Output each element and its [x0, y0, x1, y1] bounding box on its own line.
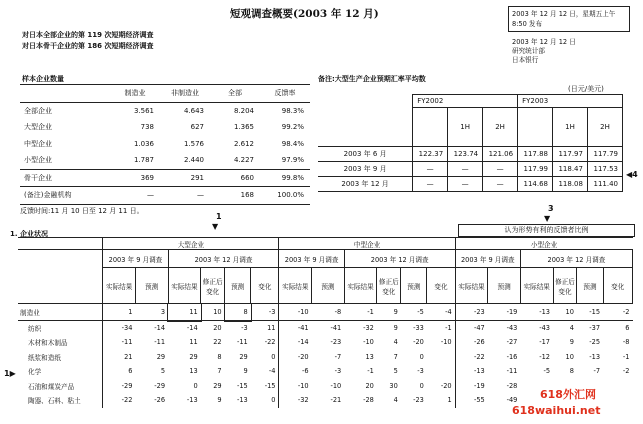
- cell: 1: [103, 304, 136, 321]
- col-forecast: 预测: [225, 268, 251, 304]
- cell: -32: [363, 324, 374, 332]
- cell: -26: [154, 396, 166, 405]
- cell: -5: [417, 308, 424, 316]
- cell: -13: [186, 396, 198, 405]
- cell: -33: [413, 324, 424, 332]
- row-label: 中型企业: [24, 139, 52, 148]
- sample-header: 全部: [228, 89, 242, 98]
- cell: -10: [363, 338, 374, 347]
- cell: -11: [103, 335, 136, 350]
- release-dept: 研究统计部: [512, 47, 545, 55]
- release-line-1: 2003 年 12 月 12 日，星期五上午: [512, 10, 616, 18]
- cell: -16: [506, 352, 518, 361]
- cell: -27: [506, 338, 518, 347]
- col-actual: 实际结果: [103, 268, 136, 304]
- cell: -34: [103, 321, 136, 336]
- cell: -13: [539, 308, 551, 316]
- table-row: [18, 350, 633, 365]
- page-title: 短观调查概要(2003 年 12 月): [230, 8, 379, 20]
- cell: 118.08: [553, 177, 588, 192]
- favorable-ratio-box: 认为形势有利的反馈者比例: [458, 224, 635, 237]
- cell: -12: [539, 352, 551, 361]
- cell: 121.06: [483, 147, 518, 162]
- cell: 11: [189, 338, 198, 347]
- cell: -2: [622, 308, 630, 316]
- col-revised: 修正后变化: [201, 268, 225, 304]
- cell: -17: [539, 338, 551, 347]
- cell: 117.99: [518, 162, 553, 177]
- cell: -3: [268, 308, 276, 316]
- row-label: 陶器、石料、粘土: [28, 397, 81, 406]
- cell: 7: [393, 352, 398, 361]
- cell: 98.3%: [281, 106, 304, 115]
- cell: 627: [190, 123, 204, 132]
- table-row: [18, 321, 633, 336]
- cell: 99.2%: [281, 123, 304, 132]
- cell: -1: [445, 324, 452, 332]
- cell: 22: [213, 338, 222, 347]
- release-time-box: [508, 6, 630, 32]
- col-forecast: 预测: [401, 268, 427, 304]
- table-row: [318, 147, 623, 162]
- marker-3: 3: [548, 204, 554, 213]
- row-label: 2003 年 12 月: [341, 180, 389, 188]
- table-row: [20, 102, 310, 119]
- cell: -4: [445, 308, 452, 316]
- row-label: 小型企业: [24, 156, 52, 165]
- cell: -1: [367, 308, 374, 316]
- cell: 2.612: [233, 139, 254, 148]
- cell: 5: [160, 367, 166, 376]
- cell: -23: [413, 396, 424, 405]
- cell: -32: [279, 393, 312, 408]
- col-actual: 实际结果: [344, 268, 377, 304]
- col-revised: 修正后变化: [377, 268, 401, 304]
- cell: —: [413, 177, 448, 192]
- cell: 9: [393, 324, 398, 332]
- col-actual: 实际结果: [168, 268, 201, 304]
- row-label: (备注)金融机构: [24, 191, 72, 200]
- survey-sep: 2003 年 9 月调查: [279, 250, 344, 268]
- cell: 11: [168, 304, 201, 321]
- cell: 5: [393, 367, 398, 376]
- cell: 117.53: [587, 162, 622, 177]
- cell: 3: [160, 308, 166, 316]
- row-label: 纸浆和造纸: [28, 353, 61, 362]
- release-line-2: 8:50 发布: [512, 20, 543, 28]
- cell: -1: [367, 367, 374, 376]
- survey-dec: 2003 年 12 月调查: [520, 250, 632, 268]
- cell: 1.787: [133, 156, 154, 165]
- cell: -3: [417, 367, 424, 376]
- cell: 3.561: [133, 106, 154, 115]
- fy2002-header: FY2002: [413, 95, 518, 108]
- cell: -23: [455, 304, 488, 321]
- cell: -6: [279, 364, 312, 379]
- watermark-url: 618waihui.net: [512, 404, 601, 417]
- col-forecast: 预测: [577, 268, 603, 304]
- cell: —: [147, 191, 154, 200]
- col-change: 变化: [251, 268, 279, 304]
- table-row: [20, 136, 310, 153]
- cell: 0: [193, 381, 198, 390]
- row-label: 全部企业: [24, 106, 52, 115]
- cell: 660: [240, 173, 254, 182]
- survey-line-1: 对日本全部企业的第 119 次短期经济调查: [22, 31, 154, 39]
- group-large: 大型企业: [103, 238, 279, 250]
- cell: 10: [565, 308, 574, 316]
- sample-table: [20, 84, 310, 205]
- cell: 9: [569, 338, 574, 347]
- forex-table: [318, 94, 623, 192]
- row-label: 2003 年 9 月: [343, 165, 387, 173]
- cell: -43: [539, 324, 551, 332]
- cell: -22: [264, 338, 276, 347]
- release-bank: 日本银行: [512, 56, 539, 64]
- cell: -8: [622, 338, 630, 347]
- survey-line-2: 对日本骨干企业的第 186 次短期经济调查: [22, 42, 154, 50]
- table-row: [18, 335, 633, 350]
- survey-sep: 2003 年 9 月调查: [103, 250, 168, 268]
- forex-unit: (日元/美元): [568, 85, 604, 93]
- cell: 4.227: [233, 156, 254, 165]
- cell: -7: [334, 352, 342, 361]
- cell: 29: [189, 352, 198, 361]
- cell: -15: [264, 381, 276, 390]
- cell: [427, 350, 455, 365]
- sample-header: 制造业: [124, 89, 146, 98]
- cell: 29: [239, 352, 248, 361]
- cell: -10: [330, 381, 342, 390]
- fy2003-header: FY2003: [518, 95, 623, 108]
- table-row: [18, 364, 633, 379]
- cell: -7: [593, 367, 601, 376]
- cell: -19: [506, 308, 518, 316]
- section-title: 1. 企业状况: [10, 230, 48, 238]
- cell: -20: [279, 350, 312, 365]
- cell: 20: [213, 324, 222, 332]
- cell: 117.79: [587, 147, 622, 162]
- cell: 4.643: [183, 106, 204, 115]
- half-header: 1H: [553, 108, 588, 147]
- cell: -13: [236, 396, 248, 405]
- cell: -11: [236, 338, 248, 347]
- cell: 0: [271, 352, 276, 361]
- cell: 9: [217, 396, 222, 405]
- cell: -41: [330, 324, 342, 332]
- cell: 2.440: [183, 156, 204, 165]
- cell: 8.204: [233, 106, 254, 115]
- cell: 4: [569, 324, 574, 332]
- cell: —: [448, 162, 483, 177]
- cell: -11: [506, 367, 518, 376]
- table-row: [20, 187, 310, 205]
- cell: -3: [241, 324, 248, 332]
- cell: 30: [389, 381, 398, 390]
- table-row: [20, 169, 310, 187]
- cell: 97.9%: [281, 156, 304, 165]
- group-medium: 中型企业: [279, 238, 455, 250]
- cell: 4: [393, 338, 398, 347]
- cell: [427, 364, 455, 379]
- forex-title: 备注:大型生产企业预期汇率平均数: [318, 75, 426, 83]
- cell: —: [413, 162, 448, 177]
- cell: -25: [589, 338, 601, 347]
- cell: -11: [154, 338, 166, 347]
- cell: -10: [440, 338, 452, 347]
- cell: -22: [455, 350, 488, 365]
- half-header: 2H: [483, 108, 518, 147]
- cell: -13: [589, 352, 601, 361]
- cell: 122.37: [413, 147, 448, 162]
- cell: -10: [279, 304, 312, 321]
- cell: 291: [190, 173, 204, 182]
- cell: 29: [213, 381, 222, 390]
- survey-dec: 2003 年 12 月调查: [344, 250, 455, 268]
- cell: -15: [236, 381, 248, 390]
- row-label: 纺织: [28, 325, 42, 333]
- row-label: 大型企业: [24, 123, 52, 132]
- cell: 11: [267, 324, 276, 332]
- cell: 168: [240, 191, 254, 200]
- cell: 9: [393, 308, 398, 316]
- cell: 369: [140, 173, 154, 182]
- cell: -5: [543, 367, 551, 376]
- col-actual: 实际结果: [520, 268, 553, 304]
- cell: -8: [334, 308, 342, 316]
- cell: -1: [622, 352, 630, 361]
- cell: 1.036: [133, 139, 154, 148]
- down-arrow-icon: ▼: [212, 222, 219, 231]
- cell: 29: [156, 352, 166, 361]
- row-label: 化学: [28, 368, 42, 377]
- row-label: 2003 年 6 月: [343, 150, 387, 158]
- arrow-marker-4: ◀4: [626, 170, 638, 179]
- cell: 6: [103, 364, 136, 379]
- cell: 1.576: [183, 139, 204, 148]
- cell: 0: [419, 381, 424, 390]
- cell: 117.97: [553, 147, 588, 162]
- sample-header: [20, 85, 110, 103]
- cell: 13: [189, 367, 198, 376]
- cell: -3: [334, 367, 342, 376]
- cell: 10: [565, 352, 574, 361]
- row-label: 制造业: [20, 309, 40, 317]
- cell: —: [448, 177, 483, 192]
- cell: -47: [455, 321, 488, 336]
- cell: -19: [455, 379, 488, 394]
- cell: -15: [589, 308, 601, 316]
- cell: 8: [569, 367, 574, 376]
- cell: 114.68: [518, 177, 553, 192]
- cell: -20: [413, 338, 424, 347]
- cell: -14: [154, 324, 166, 332]
- cell: —: [483, 177, 518, 192]
- cell: -28: [363, 396, 374, 405]
- survey-sep: 2003 年 9 月调查: [455, 250, 520, 268]
- col-forecast: 预测: [135, 268, 168, 304]
- cell: 99.8%: [281, 173, 304, 182]
- sample-header: 非制造业: [171, 89, 199, 98]
- cell: -55: [455, 393, 488, 408]
- table-row: [18, 304, 633, 321]
- cell: 0: [419, 352, 424, 361]
- cell: 1.365: [233, 123, 254, 132]
- cell: —: [483, 162, 518, 177]
- cell: —: [197, 191, 204, 200]
- cell: -29: [154, 381, 166, 390]
- cell: -14: [279, 335, 312, 350]
- cell: -22: [103, 393, 136, 408]
- cell: -49: [506, 396, 518, 405]
- table-row: [20, 152, 310, 169]
- sample-header: 反馈率: [274, 89, 296, 98]
- down-arrow-icon: ▼: [544, 214, 551, 223]
- row-label: 石油和煤炭产品: [28, 382, 75, 391]
- cell: 6: [625, 324, 630, 332]
- conditions-table: [18, 237, 633, 408]
- cell: -2: [622, 367, 630, 376]
- half-header: 2H: [587, 108, 622, 147]
- cell: 123.74: [448, 147, 483, 162]
- cell: -43: [506, 324, 518, 332]
- table-row: [20, 119, 310, 136]
- cell: 4: [393, 396, 398, 405]
- col-revised: 修正后变化: [553, 268, 577, 304]
- col-forecast: 预测: [312, 268, 345, 304]
- feedback-period: 反馈时间:11 月 10 日至 12 月 11 日。: [20, 207, 144, 215]
- table-row: [318, 177, 623, 192]
- sample-title: 样本企业数量: [22, 75, 64, 83]
- cell: -26: [455, 335, 488, 350]
- release-date: 2003 年 12 月 12 日: [512, 38, 576, 46]
- cell: 1: [447, 396, 452, 405]
- marker-left-1: 1▶: [4, 369, 16, 378]
- cell: -41: [279, 321, 312, 336]
- cell: 21: [103, 350, 136, 365]
- cell: [603, 379, 632, 394]
- cell: 8: [225, 304, 251, 321]
- cell: -20: [440, 381, 452, 390]
- col-change: 变化: [427, 268, 455, 304]
- row-label: 木材和木制品: [28, 339, 68, 348]
- cell: -23: [330, 338, 342, 347]
- cell: 13: [365, 352, 374, 361]
- cell: -28: [506, 381, 518, 390]
- cell: 10: [213, 308, 222, 316]
- cell: [603, 393, 632, 408]
- marker-1: 1: [216, 212, 222, 221]
- cell: 117.88: [518, 147, 553, 162]
- cell: 118.47: [553, 162, 588, 177]
- cell: 7: [217, 367, 222, 376]
- table-row: [318, 162, 623, 177]
- col-change: 变化: [603, 268, 632, 304]
- cell: -21: [330, 396, 342, 405]
- cell: 111.40: [587, 177, 622, 192]
- cell: -13: [455, 364, 488, 379]
- cell: -10: [279, 379, 312, 394]
- survey-dec: 2003 年 12 月调查: [168, 250, 279, 268]
- cell: 8: [217, 352, 222, 361]
- group-small: 小型企业: [455, 238, 632, 250]
- row-label: 骨干企业: [24, 173, 52, 182]
- cell: -4: [268, 367, 276, 376]
- cell: 100.0%: [277, 191, 304, 200]
- cell: -37: [589, 324, 601, 332]
- col-actual: 实际结果: [455, 268, 488, 304]
- col-actual: 实际结果: [279, 268, 312, 304]
- cell: 0: [271, 396, 276, 405]
- cell: 738: [140, 123, 154, 132]
- half-header: 1H: [448, 108, 483, 147]
- cell: 20: [365, 381, 374, 390]
- cell: -29: [103, 379, 136, 394]
- cell: 9: [243, 367, 248, 376]
- cell: 98.4%: [281, 139, 304, 148]
- watermark-cn: 618外汇网: [540, 388, 596, 401]
- col-forecast: 预测: [488, 268, 521, 304]
- cell: -14: [186, 324, 198, 332]
